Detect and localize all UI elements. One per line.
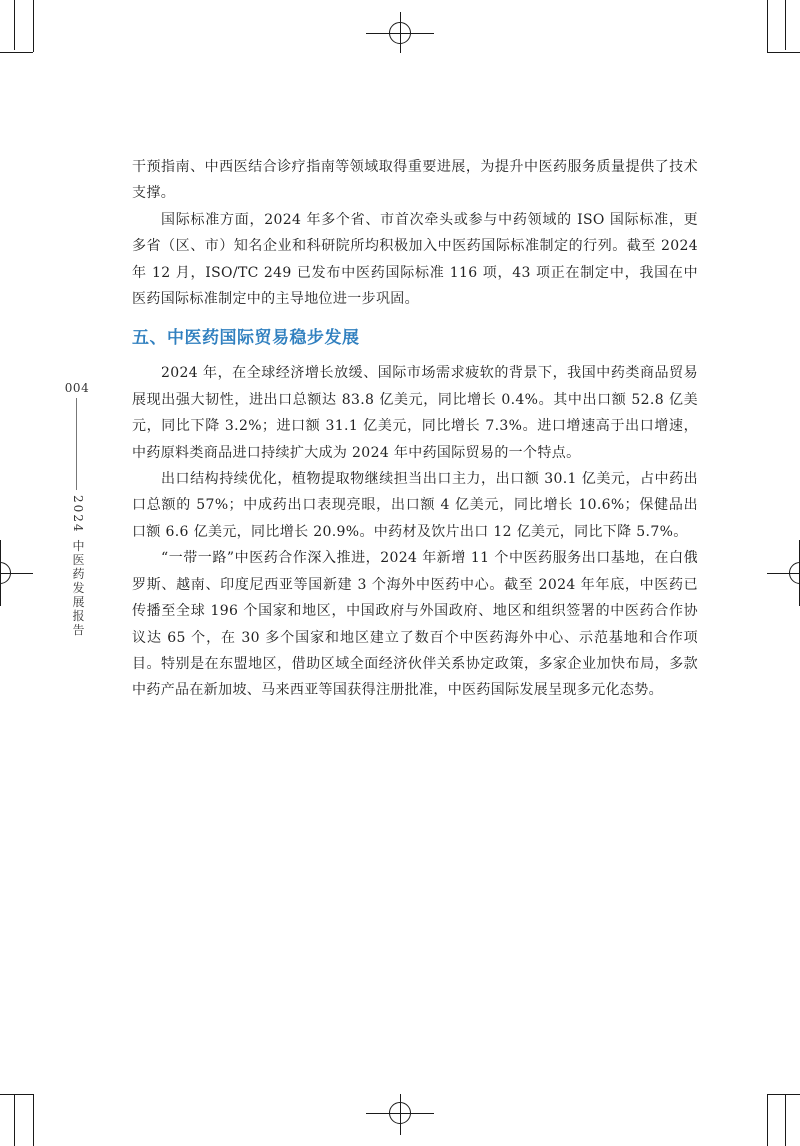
crop-mark: [14, 0, 15, 50]
crop-mark: [0, 1094, 33, 1095]
crop-mark: [767, 52, 800, 53]
page-number: 004: [64, 381, 90, 395]
crop-mark: [785, 1095, 786, 1146]
crop-mark: [767, 1094, 800, 1095]
crop-mark: [785, 0, 786, 50]
side-rule-top: [76, 398, 77, 490]
paragraph: 出口结构持续优化，植物提取物继续担当出口主力，出口额 30.1 亿美元，占中药出口总额的 57%；中成药出口表现亮眼，出口额 4 亿美元，同比增长 10.6%；保健品出口额 6.6 亿美元，同比增长 20.9%。中药材及饮片出口 12 亿美元，同比下降 5.7%。: [132, 471, 698, 540]
crop-mark: [767, 0, 768, 52]
running-title: 2024 中医药发展报告: [71, 495, 85, 638]
paragraph: “一带一路”中医药合作深入推进，2024 年新增 11 个中医药服务出口基地，在白俄罗斯、越南、印度尼西亚等国新建 3 个海外中医药中心。截至 2024 年年底，中医药已传播至全球 196 个国家和地区，中国政府与外国政府、地区和组织签署的中医药合作协议达 65 个，在 30 多个国家和地区建立了数百个中医药海外中心、示范基地和合作项目。特别是在东盟地区，借助区域全面经济伙伴关系协定政策，多家企业加快布局，多款中药产品在新加坡、马来西亚等国获得注册批准，中医药国际发展呈现多元化态势。: [132, 550, 698, 699]
paragraph: 国际标准方面，2024 年多个省、市首次牵头或参与中药领域的 ISO 国际标准，更多省（区、市）知名企业和科研院所均积极加入中医药国际标准制定的行列。截至 2024 年 12 月，ISO/TC 249 已发布中医药国际标准 116 项，43 项正在制定中，我国在中医药国际标准制定中的主导地位进一步巩固。: [132, 211, 698, 308]
crop-mark: [0, 52, 33, 53]
crop-mark: [33, 0, 34, 52]
section-heading: 五、中医药国际贸易稳步发展: [132, 328, 360, 349]
crop-mark: [33, 1094, 34, 1146]
paragraph: 干预指南、中西医结合诊疗指南等领域取得重要进展，为提升中医药服务质量提供了技术支撑。: [132, 159, 698, 202]
crop-mark: [14, 1095, 15, 1146]
main-content: [132, 154, 698, 704]
paragraph: 2024 年，在全球经济增长放缓、国际市场需求疲软的背景下，我国中药类商品贸易展现出强大韧性，进出口总额达 83.8 亿美元，同比增长 0.4%。其中出口额 52.8 亿美元，同比下降 3.2%；进口额 31.1 亿美元，同比增长 7.3%。进口增速高于出口增速，中药原料类商品进口持续扩大成为 2024 年中药国际贸易的一个特点。: [132, 365, 698, 461]
crop-mark: [767, 1094, 768, 1146]
